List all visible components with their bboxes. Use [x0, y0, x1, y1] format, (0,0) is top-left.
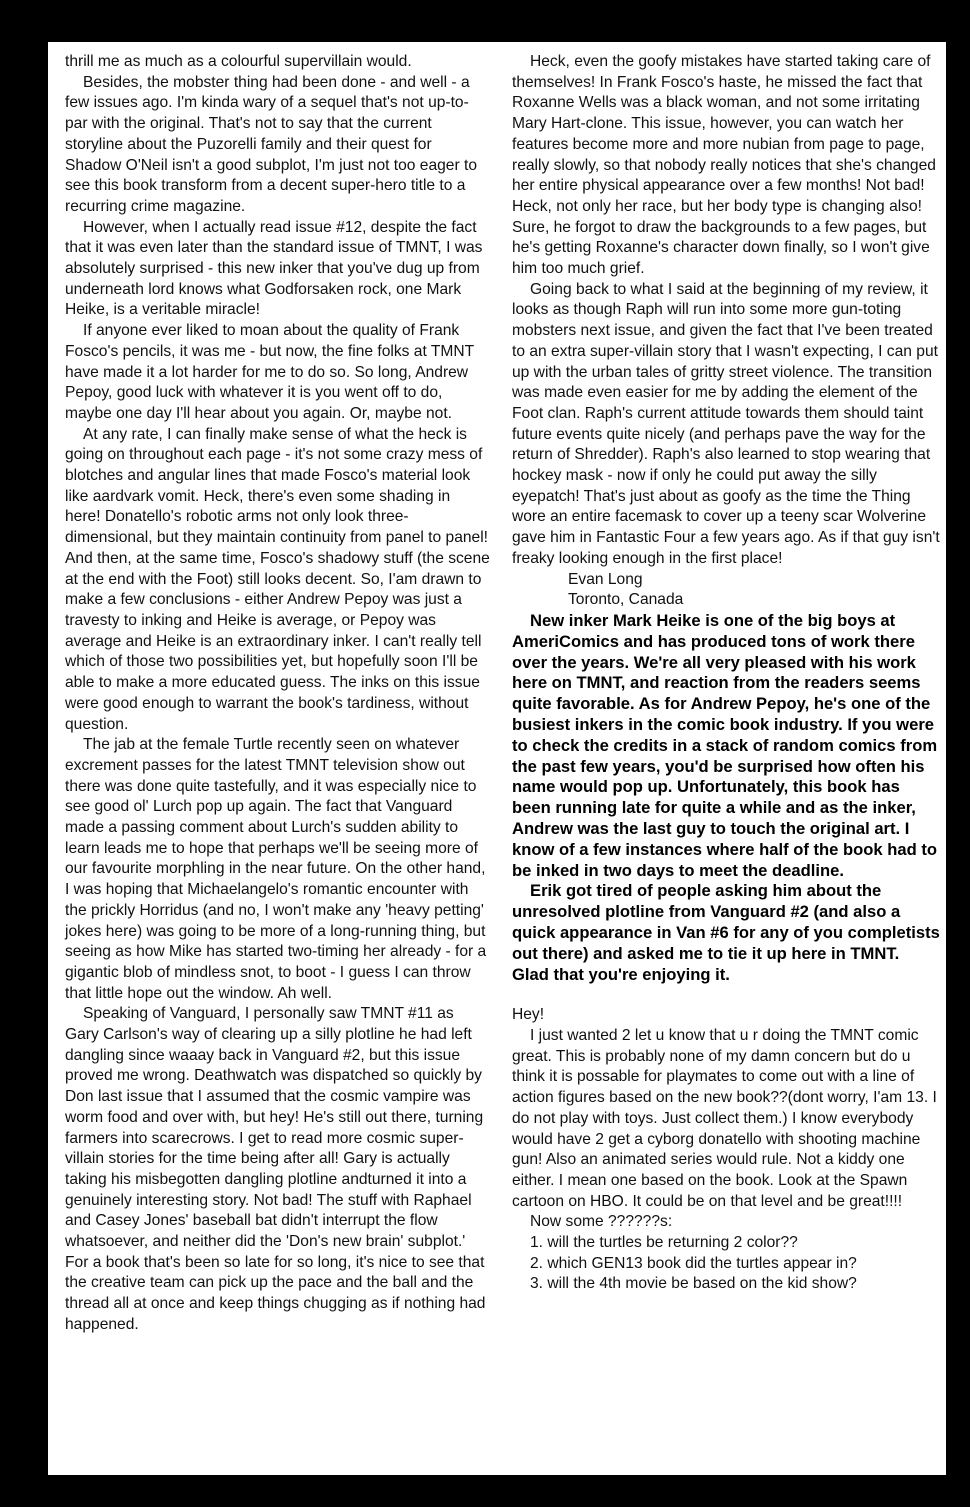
letter-signature-location: Toronto, Canada [568, 591, 684, 609]
right-column [512, 52, 940, 1295]
letter-paragraph: The jab at the female Turtle recently seen on whatever excrement passes for the latest TMNT television show out there was done quite tastefully, and it was especially nice to see good ol' Lurch pop up again. The fact that Vanguard made a passing comment about Lurch's sudden ability to learn leads me to hope that perhaps we'll be seeing more of our favourite morphling in the near future. On the other hand, I was hoping that Michaelangelo's romantic encounter with the prickly Horridus (and no, I won't make any 'heavy petting' jokes here) was going to be more of a long-running thing, but seeing as how Mike has started two-timing her already - for a gigantic blob of mindless snot, to boot - I guess I can throw that little hope out the window. Ah well. [65, 736, 487, 1002]
question-item: 1. will the turtles be returning 2 color?? [530, 1234, 798, 1252]
letters-page [48, 42, 946, 1475]
spacer [512, 985, 940, 1005]
letter-greeting: Hey! [512, 1006, 545, 1024]
letter-paragraph: At any rate, I can finally make sense of what the heck is going on throughout each page - it's not some crazy mess of blotches and angular lines that made Fosco's material look like aardvark vomit. Heck, there's even some shading in here! Donatello's robotic arms not only look three-dimensional, but they maintain continuity from panel to panel! And then, at the same time, Fosco's shadowy stuff (the scene at the end with the Foot) still looks decent. So, I'am drawn to make a few conclusions - either Andrew Pepoy was just a travesty to inking and Heike is average, or Pepoy was average and Heike is an extraordinary inker. I can't really tell which of those two possibilities yet, but hopefully soon I'll be able to make a more educated guess. The inks on this issue were good enough to warrant the book's tardiness, without question. [65, 425, 490, 733]
letter-paragraph: Speaking of Vanguard, I personally saw TMNT #11 as Gary Carlson's way of clearing up a silly plotline he had left dangling since waaay back in Vanguard #2, but this issue proved me wrong. Deathwatch was dispatched so quickly by Don last issue that I assumed that the cosmic vampire was worm food and over with, but hey! He's still out there, turning farmers into scarecrows. I get to read more cosmic super-villain stories for the time being after all! Gary is actually taking his misbegotten dangling plotline andturned it into a genuinely interesting story. Not bad! The stuff with Raphael and Casey Jones' baseball bat didn't interrupt the flow whatsoever, and neither did the 'Don's new brain' subplot.' For a book that's been so late for so long, it's nice to see that the creative team can pick up the pace and the ball and the thread all at once and keep things chugging as if nothing had happened. [65, 1005, 486, 1333]
letter-signature-name: Evan Long [568, 570, 643, 588]
question-item: 3. will the 4th movie be based on the kid show? [530, 1275, 857, 1293]
left-column [65, 52, 490, 1336]
letter-paragraph: I just wanted 2 let u know that u r doing the TMNT comic great. This is probably none of my damn concern but do u think it is possable for playmates to come out with a line of action figures based on the new book??(dont worry, I'am 13. I do not play with toys. Just collect them.) I know everybody would have 2 get a cyborg donatello with shooting machine gun! Also an animated series would rule. Not a kiddy one either. I mean one based on the book. Look at the Spawn cartoon on HBO. It could be on that level and be great!!!! [512, 1027, 937, 1210]
letter-paragraph: thrill me as much as a colourful supervillain would. [65, 53, 412, 70]
question-item: 2. which GEN13 book did the turtles appear in? [530, 1254, 857, 1272]
letter-paragraph: Heck, even the goofy mistakes have started taking care of themselves! In Frank Fosco's haste, he missed the fact that Roxanne Wells was a black woman, and not some irritating Mary Hart-clone. This issue, however, you can watch her features become more and more nubian from page to page, really slowly, so that nobody really notices that she's changed her entire physical appearance over a few months! Not bad! Heck, not only her race, but her body type is changing also! Sure, he forgot to draw the backgrounds to a few pages, but he's getting Roxanne's character down finally, so I won't give him too much grief. [512, 53, 936, 278]
editor-reply-paragraph: New inker Mark Heike is one of the big boys at AmeriComics and has produced tons of work there over the years. We're all very pleased with his work here on TMNT, and reaction from the readers seems quite favorable. As for Andrew Pepoy, he's one of the busiest inkers in the comic book industry. If you were to check the credits in a stack of random comics from the past few years, you'd be surprised how often his name would pop up. Unfortunately, this book has been running late for quite a while and as the inker, Andrew was the last guy to touch the original art. I know of a few instances where half of the book had to be inked in two days to meet the deadline. [512, 610, 938, 880]
letter-paragraph: Now some ??????s: [530, 1213, 673, 1231]
editor-reply-paragraph: Erik got tired of people asking him about the unresolved plotline from Vanguard #2 (and also a quick appearance in Van #6 for any of you completists out there) and asked me to tie it up here in TMNT. Glad that you're enjoying it. [512, 881, 940, 984]
letter-paragraph: If anyone ever liked to moan about the quality of Frank Fosco's pencils, it was me - but now, the fine folks at TMNT have made it a lot harder for me to do so. So long, Andrew Pepoy, good luck with whatever it is you went off to do, maybe one day I'll hear about you again. Or, maybe not. [65, 322, 474, 422]
letter-paragraph: Besides, the mobster thing had been done - and well - a few issues ago. I'm kinda wary of a sequel that's not up-to-par with the original. That's not to say that the current storyline about the Puzorelli family and their quest for Shadow O'Neil isn't a good subplot, I'm just not too eager to see this book transform from a decent super-hero title to a recurring crime magazine. [65, 73, 478, 215]
letter-paragraph: Going back to what I said at the beginning of my review, it looks as though Raph will run into some more gun-toting mobsters next issue, and given the fact that I've been treated to an extra super-villain story that I wasn't expecting, I can put up with the urban tales of gritty street violence. The transition was made even easier for me by adding the element of the Foot clan. Raph's current attitude towards them should taint future events quite nicely (and perhaps pave the way for the return of Shredder). Raph's also learned to stop wearing that hockey mask - now if only he could put away the silly eyepatch! That's just about as goofy as the time the Thing wore an entire facemask to cover up a teeny scar Wolverine gave him in Fantastic Four a few years ago. As if that guy isn't freaky looking enough in the first place! [512, 280, 940, 567]
letter-paragraph: However, when I actually read issue #12, despite the fact that it was even later than the standard issue of TMNT, I was absolutely surprised - this new inker that you've dug up from underneath lord knows what Godforsaken rock, one Mark Heike, is a veritable miracle! [65, 218, 483, 319]
